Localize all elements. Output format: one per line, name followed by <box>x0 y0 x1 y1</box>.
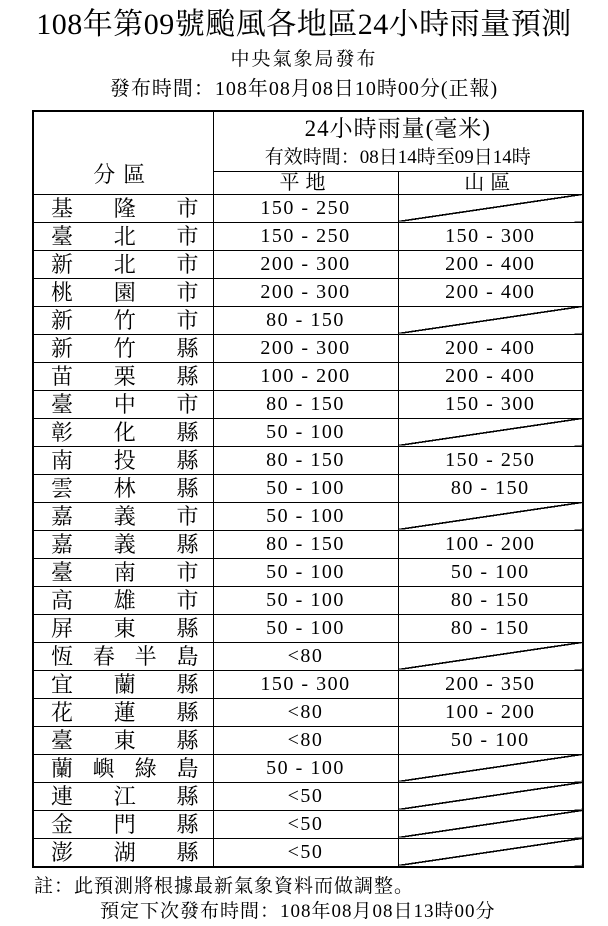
plain-value: 50 - 100 <box>213 418 398 446</box>
plain-value: 200 - 300 <box>213 278 398 306</box>
mountain-value: 100 - 200 <box>398 698 583 726</box>
mountain-value <box>398 838 583 867</box>
plain-value: 80 - 150 <box>213 530 398 558</box>
mountain-value: 200 - 350 <box>398 670 583 698</box>
table-row <box>33 810 583 838</box>
table-row <box>33 838 583 867</box>
zone-name: 基隆市 <box>51 195 199 221</box>
table-row <box>33 418 583 446</box>
rain-amount-header: 24小時雨量(毫米) <box>304 116 491 142</box>
mountain-value <box>398 782 583 810</box>
mountain-value: 150 - 300 <box>398 222 583 250</box>
table-row <box>33 278 583 306</box>
zone-name: 新竹市 <box>51 307 199 333</box>
mountain-value: 50 - 100 <box>398 726 583 754</box>
zone-name: 高雄市 <box>51 587 199 613</box>
zone-name: 彰化縣 <box>51 419 199 445</box>
zone-column-header: 分區 <box>33 111 213 194</box>
zone-name: 桃園市 <box>51 279 199 305</box>
table-row <box>33 698 583 726</box>
mountain-value: 100 - 200 <box>398 530 583 558</box>
zone-name: 恆春半島 <box>51 643 199 669</box>
table-row <box>33 390 583 418</box>
zone-name: 臺東縣 <box>51 727 199 753</box>
plain-value: 150 - 300 <box>213 670 398 698</box>
mountain-value: 150 - 250 <box>398 446 583 474</box>
valid-time-header: 有效時間：08日14時至09日14時 <box>264 147 531 169</box>
mountain-value: 80 - 150 <box>398 474 583 502</box>
table-row <box>33 362 583 390</box>
zone-name: 嘉義縣 <box>51 531 199 557</box>
plain-column-header: 平地 <box>213 171 398 194</box>
rainfall-table <box>32 110 584 868</box>
plain-value: 50 - 100 <box>213 754 398 782</box>
plain-value: 200 - 300 <box>213 250 398 278</box>
zone-name: 新北市 <box>51 251 199 277</box>
mountain-value: 200 - 400 <box>398 362 583 390</box>
table-row <box>33 782 583 810</box>
zone-name: 連江縣 <box>51 783 199 809</box>
note-line: 註：此預測將根據最新氣象資料而做調整。 <box>34 875 415 897</box>
mountain-value <box>398 642 583 670</box>
mountain-value: 80 - 150 <box>398 586 583 614</box>
rain-amount-header-cell <box>213 111 583 171</box>
issue-time-line: 發布時間：108年08月08日10時00分(正報) <box>109 78 499 100</box>
plain-value: <50 <box>213 810 398 838</box>
next-issue-line: 預定下次發布時間：108年08月08日13時00分 <box>100 900 496 922</box>
zone-name: 屏東縣 <box>51 615 199 641</box>
mountain-value: 50 - 100 <box>398 558 583 586</box>
mountain-value <box>398 754 583 782</box>
table-row <box>33 754 583 782</box>
zone-name: 南投縣 <box>51 447 199 473</box>
table-row <box>33 642 583 670</box>
zone-name: 花蓮縣 <box>51 699 199 725</box>
table-row <box>33 670 583 698</box>
plain-value: <80 <box>213 642 398 670</box>
plain-value: 50 - 100 <box>213 502 398 530</box>
plain-value: 50 - 100 <box>213 558 398 586</box>
mountain-value <box>398 306 583 334</box>
rainfall-table-body <box>33 111 583 867</box>
zone-name: 澎湖縣 <box>51 839 199 865</box>
table-row <box>33 250 583 278</box>
table-row <box>33 222 583 250</box>
zone-name: 嘉義市 <box>51 503 199 529</box>
zone-name: 新竹縣 <box>51 335 199 361</box>
table-row <box>33 334 583 362</box>
plain-value: 80 - 150 <box>213 306 398 334</box>
table-row <box>33 726 583 754</box>
plain-value: 50 - 100 <box>213 586 398 614</box>
mountain-value: 200 - 400 <box>398 250 583 278</box>
plain-value: 80 - 150 <box>213 446 398 474</box>
table-header-row-top <box>33 111 583 171</box>
zone-name: 苗栗縣 <box>51 363 199 389</box>
zone-name: 金門縣 <box>51 811 199 837</box>
zone-name: 臺北市 <box>51 223 199 249</box>
plain-value: 50 - 100 <box>213 474 398 502</box>
plain-value: 150 - 250 <box>213 194 398 222</box>
table-row <box>33 194 583 222</box>
plain-value: 200 - 300 <box>213 334 398 362</box>
table-row <box>33 614 583 642</box>
table-row <box>33 586 583 614</box>
publisher-line: 中央氣象局發布 <box>230 49 378 70</box>
zone-name: 宜蘭縣 <box>51 671 199 697</box>
plain-value: <50 <box>213 838 398 867</box>
mountain-value <box>398 194 583 222</box>
table-row <box>33 558 583 586</box>
zone-name: 蘭嶼綠島 <box>51 755 199 781</box>
zone-name: 雲林縣 <box>51 475 199 501</box>
zone-name: 臺中市 <box>51 391 199 417</box>
table-row <box>33 446 583 474</box>
mountain-value: 200 - 400 <box>398 278 583 306</box>
plain-value: <50 <box>213 782 398 810</box>
mountain-value <box>398 418 583 446</box>
plain-value: 80 - 150 <box>213 390 398 418</box>
plain-value: <80 <box>213 726 398 754</box>
mountain-column-header: 山區 <box>398 171 583 194</box>
mountain-value: 80 - 150 <box>398 614 583 642</box>
plain-value: 100 - 200 <box>213 362 398 390</box>
plain-value: <80 <box>213 698 398 726</box>
plain-value: 50 - 100 <box>213 614 398 642</box>
table-row <box>33 530 583 558</box>
table-row <box>33 474 583 502</box>
table-row <box>33 502 583 530</box>
table-row <box>33 306 583 334</box>
mountain-value <box>398 502 583 530</box>
page-title: 108年第09號颱風各地區24小時雨量預測 <box>36 8 572 41</box>
plain-value: 150 - 250 <box>213 222 398 250</box>
zone-name: 臺南市 <box>51 559 199 585</box>
mountain-value: 150 - 300 <box>398 390 583 418</box>
mountain-value: 200 - 400 <box>398 334 583 362</box>
mountain-value <box>398 810 583 838</box>
